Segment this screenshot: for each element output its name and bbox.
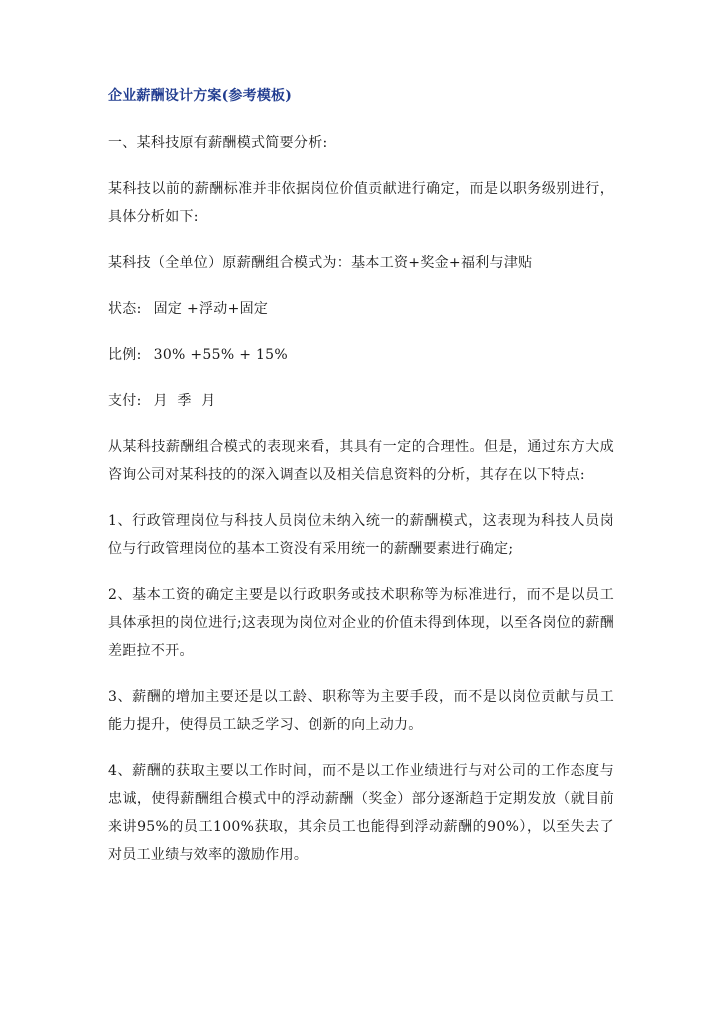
payment-line xyxy=(108,387,614,415)
point-3: 3、薪酬的增加主要还是以工龄、职称等为主要手段，而不是以岗位贡献与员工能力提升，使得员工缺乏学习、创新的向上动力。 xyxy=(108,689,614,733)
ratio-label: 比例: xyxy=(108,347,142,363)
analysis-paragraph: 从某科技薪酬组合模式的表现来看，其具有一定的合理性。但是，通过东方大成咨询公司对某科技的的深入调查以及相关信息资料的分析，其存在以下特点: xyxy=(108,439,614,483)
status-value: 固定 +浮动+固定 xyxy=(153,301,269,317)
ratio-value: 30% +55% + 15% xyxy=(153,347,288,363)
point-1: 1、行政管理岗位与科技人员岗位未纳入统一的薪酬模式，这表现为科技人员岗位与行政管理岗位的基本工资没有采用统一的薪酬要素进行确定; xyxy=(108,513,614,557)
section-heading: 一、某科技原有薪酬模式简要分析: xyxy=(108,135,328,151)
intro-paragraph: 某科技以前的薪酬标准并非依据岗位价值贡献进行确定，而是以职务级别进行，具体分析如下: xyxy=(108,181,614,225)
status-line xyxy=(108,295,614,323)
document-page xyxy=(108,86,614,887)
payment-label: 支付: xyxy=(108,393,142,409)
status-label: 状态: xyxy=(108,301,142,317)
ratio-line xyxy=(108,341,614,369)
composition-line: 某科技（全单位）原薪酬组合模式为：基本工资+奖金+福利与津贴 xyxy=(108,255,533,271)
point-2: 2、基本工资的确定主要是以行政职务或技术职称等为标准进行，而不是以员工具体承担的岗位进行;这表现为岗位对企业的价值未得到体现，以至各岗位的薪酬差距拉不开。 xyxy=(108,587,614,659)
document-title: 企业薪酬设计方案(参考模板) xyxy=(108,88,293,104)
payment-value: 月 季 月 xyxy=(153,393,216,409)
point-4: 4、薪酬的获取主要以工作时间，而不是以工作业绩进行与对公司的工作态度与忠诚，使得薪酬组合模式中的浮动薪酬（奖金）部分逐渐趋于定期发放（就目前来讲95%的员工100%获取，其余员工也能得到浮动薪酬的90%），以至失去了对员工业绩与效率的激励作用。 xyxy=(108,763,614,863)
